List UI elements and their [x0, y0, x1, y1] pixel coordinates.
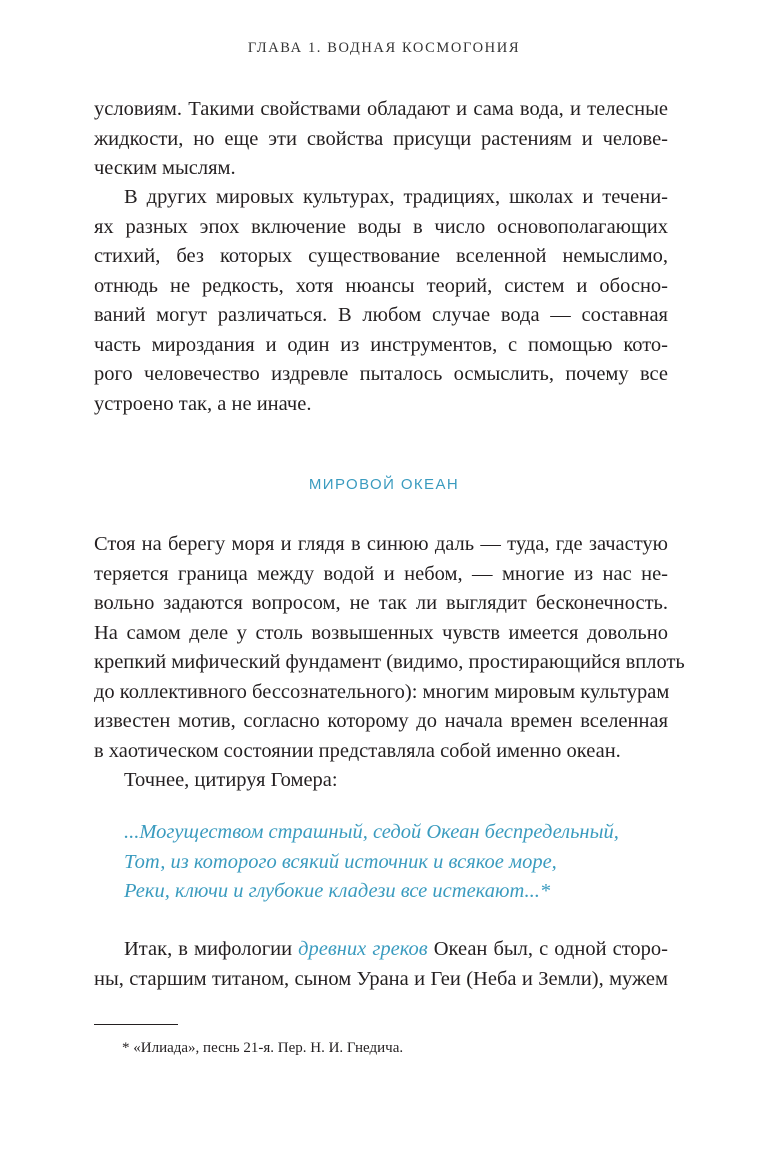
text-line: крепкий мифический фундамент (видимо, простирающийся вплоть: [94, 651, 685, 673]
text-line: ны, старшим титаном, сыном Урана и Геи (Неба и Земли), мужем: [94, 967, 668, 990]
poem-line: ...Могуществом страшный, седой Океан беспредельный,: [124, 821, 619, 843]
text-line: стихий, без которых существование вселенной немыслимо,: [94, 245, 668, 267]
text-line: до коллективного бессознательного): многим мировым культурам: [94, 680, 670, 703]
paragraph-continuation: [94, 95, 668, 184]
text-line: Точнее, цитируя Гомера:: [124, 769, 338, 791]
paragraph-other-cultures: [94, 183, 668, 419]
paragraph-ocean-intro: [94, 530, 685, 766]
text-line: в хаотическом состоянии представляла собой именно океан.: [94, 739, 621, 762]
poem-line: Реки, ключи и глубокие кладези все истекают...*: [124, 880, 551, 902]
text-line: теряется граница между водой и небом, — многие из нас не-: [94, 562, 668, 585]
text-fragment: Итак, в мифологии: [124, 938, 299, 960]
footnote-divider: [94, 1024, 178, 1025]
text-line: ях разных эпох включение воды в число основополагающих: [94, 215, 668, 238]
text-line: [94, 935, 668, 965]
greeks-link[interactable]: древних греков: [298, 938, 428, 960]
text-line: рого человечество издревле пыталось осмыслить, почему все: [94, 363, 668, 385]
text-line: жидкости, но еще эти свойства присущи растениям и челове-: [94, 127, 668, 150]
text-fragment: Океан был, с одной сторо-: [427, 938, 668, 960]
text-line: На самом деле у столь возвышенных чувств имеется довольно: [94, 621, 668, 644]
paragraph-greek-myth: [94, 935, 668, 994]
text-line: известен мотив, согласно которому до начала времен вселенная: [94, 710, 668, 732]
text-line: отнюдь не редкость, хотя нюансы теорий, систем и обосно-: [94, 274, 668, 297]
text-line: Стоя на берегу моря и глядя в синюю даль — туда, где зачастую: [94, 533, 668, 555]
running-head: ГЛАВА 1. ВОДНАЯ КОСМОГОНИЯ: [247, 40, 521, 56]
text-line: устроено так, а не иначе.: [94, 392, 312, 415]
poem-line: Тот, из которого всякий источник и всякое море,: [124, 850, 557, 873]
text-line: ческим мыслям.: [94, 157, 236, 179]
poem-quote: [124, 818, 619, 907]
text-line: вольно задаются вопросом, не так ли выглядит бесконечность.: [94, 592, 668, 614]
text-line: В других мировых культурах, традициях, школах и течени-: [124, 186, 668, 208]
paragraph-homer-intro: [94, 766, 668, 796]
text-line: часть мироздания и один из инструментов, с помощью кото-: [94, 333, 668, 356]
text-line: ваний могут различаться. В любом случае вода — составная: [94, 304, 668, 326]
section-heading: МИРОВОЙ ОКЕАН: [308, 476, 460, 493]
text-line: условиям. Такими свойствами обладают и сама вода, и телесные: [94, 98, 668, 120]
footnote: * «Илиада», песнь 21-я. Пер. Н. И. Гнедича.: [122, 1040, 404, 1056]
